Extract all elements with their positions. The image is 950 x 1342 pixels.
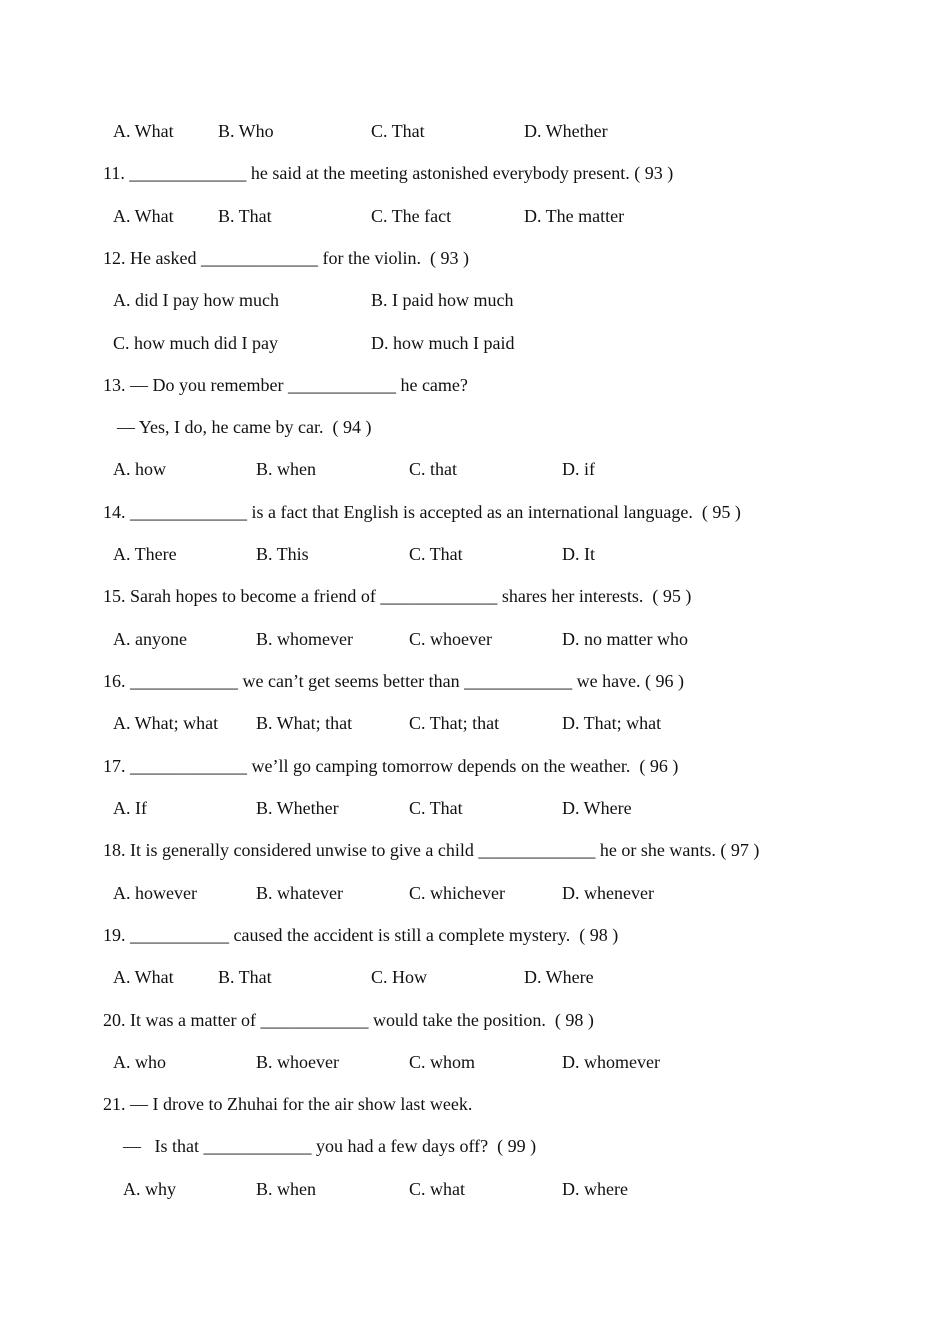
- q12-option-c: C. how much did I pay: [113, 333, 278, 353]
- q14-option-c: C. That: [409, 544, 463, 564]
- q10-option-d: D. Whether: [524, 121, 608, 141]
- q18-option-d: D. whenever: [562, 883, 654, 903]
- q13-option-d: D. if: [562, 459, 595, 479]
- q15-stem: 15. Sarah hopes to become a friend of _____________ shares her interests. ( 95 ): [103, 586, 692, 606]
- q21-reply: — Is that ____________ you had a few days off? ( 99 ): [123, 1136, 537, 1156]
- q13-option-a: A. how: [113, 459, 166, 479]
- q21-option-c: C. what: [409, 1179, 465, 1199]
- q12-stem: 12. He asked _____________ for the violin. ( 93 ): [103, 248, 469, 268]
- q19-option-c: C. How: [371, 967, 428, 987]
- q15-option-a: A. anyone: [113, 629, 187, 649]
- q15-option-d: D. no matter who: [562, 629, 688, 649]
- q19-stem: 19. ___________ caused the accident is still a complete mystery. ( 98 ): [103, 925, 619, 945]
- q20-stem: 20. It was a matter of ____________ would take the position. ( 98 ): [103, 1010, 594, 1030]
- q11-option-b: B. That: [218, 206, 272, 226]
- q18-option-b: B. whatever: [256, 883, 343, 903]
- q20-option-d: D. whomever: [562, 1052, 660, 1072]
- q16-option-d: D. That; what: [562, 713, 662, 733]
- q14-option-b: B. This: [256, 544, 309, 564]
- q11-option-c: C. The fact: [371, 206, 452, 226]
- q19-option-b: B. That: [218, 967, 272, 987]
- q20-option-b: B. whoever: [256, 1052, 339, 1072]
- q17-stem: 17. _____________ we’ll go camping tomorrow depends on the weather. ( 96 ): [103, 756, 679, 776]
- q10-option-a: A. What: [113, 121, 174, 141]
- q10-option-b: B. Who: [218, 121, 274, 141]
- q17-option-c: C. That: [409, 798, 463, 818]
- q18-option-a: A. however: [113, 883, 197, 903]
- q12-option-a: A. did I pay how much: [113, 290, 279, 310]
- q11-option-a: A. What: [113, 206, 174, 226]
- q13-option-b: B. when: [256, 459, 316, 479]
- q17-option-a: A. If: [113, 798, 147, 818]
- q17-option-d: D. Where: [562, 798, 632, 818]
- q10-option-c: C. That: [371, 121, 425, 141]
- q19-option-d: D. Where: [524, 967, 594, 987]
- q12-option-d: D. how much I paid: [371, 333, 515, 353]
- q11-stem: 11. _____________ he said at the meeting astonished everybody present. ( 93 ): [103, 163, 674, 183]
- q18-stem: 18. It is generally considered unwise to give a child _____________ he or she wants. ( 97 ): [103, 840, 760, 860]
- q17-option-b: B. Whether: [256, 798, 339, 818]
- q16-option-c: C. That; that: [409, 713, 500, 733]
- q13-option-c: C. that: [409, 459, 457, 479]
- q16-option-b: B. What; that: [256, 713, 353, 733]
- q21-option-d: D. where: [562, 1179, 628, 1199]
- q21-stem: 21. — I drove to Zhuhai for the air show last week.: [103, 1094, 473, 1114]
- q21-option-b: B. when: [256, 1179, 316, 1199]
- q18-option-c: C. whichever: [409, 883, 505, 903]
- q14-option-a: A. There: [113, 544, 177, 564]
- q20-option-a: A. who: [113, 1052, 166, 1072]
- q16-stem: 16. ____________ we can’t get seems better than ____________ we have. ( 96 ): [103, 671, 685, 691]
- q15-option-c: C. whoever: [409, 629, 492, 649]
- q14-stem: 14. _____________ is a fact that English is accepted as an international language. ( 95 ): [103, 502, 741, 522]
- q13-stem: 13. — Do you remember ____________ he came?: [103, 375, 468, 395]
- q15-option-b: B. whomever: [256, 629, 353, 649]
- q20-option-c: C. whom: [409, 1052, 476, 1072]
- q11-option-d: D. The matter: [524, 206, 625, 226]
- q14-option-d: D. It: [562, 544, 595, 564]
- q21-option-a: A. why: [123, 1179, 176, 1199]
- q16-option-a: A. What; what: [113, 713, 219, 733]
- q12-option-b: B. I paid how much: [371, 290, 514, 310]
- q13-reply: — Yes, I do, he came by car. ( 94 ): [117, 417, 372, 437]
- q19-option-a: A. What: [113, 967, 174, 987]
